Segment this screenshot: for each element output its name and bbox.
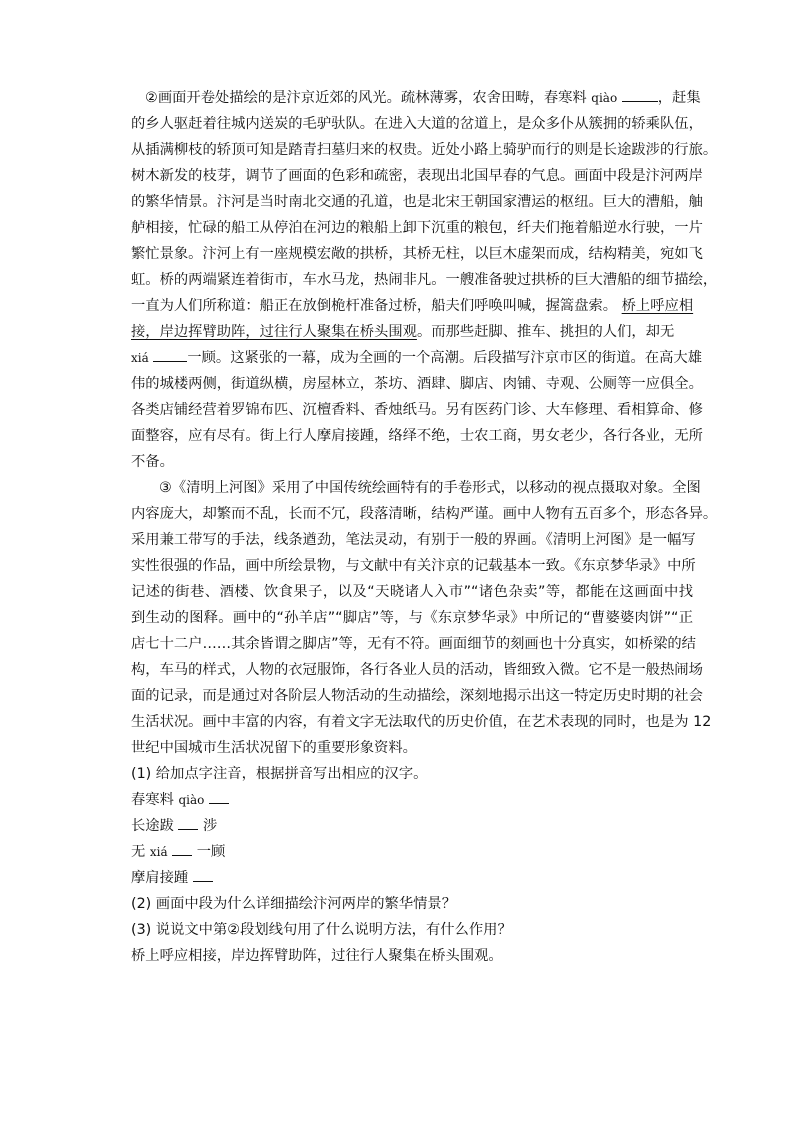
p3-line-1: ③《清明上河图》采用了中国传统绘画特有的手卷形式，以移动的视点摄取对象。全图 [159,480,701,496]
q1-item-2 [131,816,217,836]
pinyin-xia: xiá [131,351,149,365]
p3-line-11: 世纪中国城市生活状况留下的重要形象资料。 [131,740,417,756]
answer-blank[interactable] [178,816,198,830]
p2-line-11 [131,348,702,368]
p2-text: ，赶集 [657,90,701,106]
q1-item-text: 一顾 [196,844,226,860]
p2-line-4: 树木新发的枝芽，调节了画面的色彩和疏密，表现出北国早春的气息。画面中段是汴河两岸 [131,168,703,184]
p2-line-7: 繁忙景象。汴河上有一座规模宏敞的拱桥，其桥无柱，以巨木虚架而成，结构精美，宛如飞 [131,246,703,262]
p3-line-6: 到生动的图释。画中的“孙羊店”“脚店”等，与《东京梦华录》中所记的“曹婆婆肉饼”“正 [131,610,693,626]
answer-blank[interactable] [172,842,192,856]
p3-line-10: 生活状况。画中丰富的内容，有着文字无法取代的历史价值，在艺术表现的同时，也是为 12 [131,714,712,730]
q1-item-text: 无 [131,844,146,860]
p3-line-8: 构，车马的样式，人物的衣冠服饰，各行各业人员的活动，皆细致入微。它不是一般热闹场 [131,662,703,678]
answer-blank[interactable] [622,88,658,102]
q1-item-text: 春寒料 [131,792,174,808]
p2-text: 一直为人们所称道：船正在放倒桅杆准备过桥，船夫们呼唤叫喊，握篙盘索。 [131,298,618,314]
q1-item-text: 涉 [202,818,218,834]
p2-line-3: 从插满柳枝的轿顶可知是踏青扫墓归来的权贵。近处小路上骑驴而行的则是长途跋涉的行旅。 [131,142,718,158]
q1-item-3 [131,842,225,862]
p3-line-2: 内容庞大，却繁而不乱，长而不冗，段落清晰，结构严谨。画中人物有五百多个，形态各异。 [131,506,718,522]
q1-item-1 [131,790,229,810]
question-3: (3) 说说文中第②段划线句用了什么说明方法，有什么作用？ [131,922,512,938]
p3-line-9: 面的记录，而是通过对各阶层人物活动的生动描绘，深刻地揭示出这一特定历史时期的社会 [131,688,703,704]
p2-line-10 [131,322,674,342]
p2-text: ②画面开卷处描绘的是汴京近郊的风光。疏林薄雾，农舍田畴，春寒料 [145,90,587,106]
q1-item-text: 摩肩接踵 [131,870,189,886]
q1-item-text: 长途跋 [131,818,174,834]
question-3-quote: 桥上呼应相接，岸边挥臂助阵，过往行人聚集在桥头围观。 [131,948,503,964]
answer-blank[interactable] [209,790,229,804]
pinyin-qiao: qiào [591,91,618,105]
p2-line-1 [145,88,701,108]
pinyin-qiao: qiào [178,793,205,807]
p2-line-12: 伟的城楼两侧，街道纵横，房屋林立，茶坊、酒肆、脚店、肉铺、寺观、公厕等一应俱全。 [131,376,703,392]
p2-line-14: 面整容，应有尽有。街上行人摩肩接踵，络绎不绝，士农工商，男女老少，各行各业，无所 [131,428,703,444]
p3-line-7: 店七十二户……其余皆谓之脚店”等，无有不符。画面细节的刻画也十分真实，如桥梁的结 [131,636,696,652]
pinyin-xia: xiá [149,845,168,859]
question-2: (2) 画面中段为什么详细描绘汴河两岸的繁华情景？ [131,896,457,912]
underlined-sentence: 桥上呼应相 [621,298,694,314]
q1-item-4 [131,868,213,888]
p2-text: 。而那些赶脚、推车、挑担的人们，却无 [416,324,675,340]
question-1: (1) 给加点字注音，根据拼音写出相应的汉字。 [131,766,428,782]
p2-line-8: 虹。桥的两端紧连着街市，车水马龙，热闹非凡。一艘准备驶过拱桥的巨大漕船的细节描绘， [131,272,718,288]
p2-line-13: 各类店铺经营着罗锦布匹、沉檀香料、香烛纸马。另有医药门诊、大车修理、看相算命、修 [131,402,703,418]
p2-line-2: 的乡人驱赶着往城内送炭的毛驴驮队。在进入大道的岔道上，是众多仆从簇拥的轿乘队伍， [131,116,703,132]
p2-line-6: 舻相接，忙碌的船工从停泊在河边的粮船上卸下沉重的粮包，纤夫们拖着船逆水行驶，一片 [131,220,703,236]
p2-text: 一顾。这紧张的一幕，成为全画的一个高潮。后段描写汴京市区的街道。在高大雄 [187,350,702,366]
p3-line-3: 采用兼工带写的手法，线条遒劲，笔法灵动，有别于一般的界画。《清明上河图》是一幅写 [131,532,696,548]
underlined-sentence: 接，岸边挥臂助阵，过往行人聚集在桥头围观 [131,324,417,340]
p3-line-4: 实性很强的作品，画中所绘景物，与文献中有关汴京的记载基本一致。《东京梦华录》中所 [131,558,696,574]
p3-line-5: 记述的街巷、酒楼、饮食果子，以及“天晓诸人入市”“诸色杂卖”等，都能在这画面中找 [131,584,693,600]
answer-blank[interactable] [193,868,213,882]
p2-line-5: 的繁华情景。汴河是当时南北交通的孔道，也是北宋王朝国家漕运的枢纽。巨大的漕船，舳 [131,194,703,210]
p2-line-15: 不备。 [131,454,174,470]
answer-blank[interactable] [153,348,187,362]
p2-line-9 [131,296,693,316]
